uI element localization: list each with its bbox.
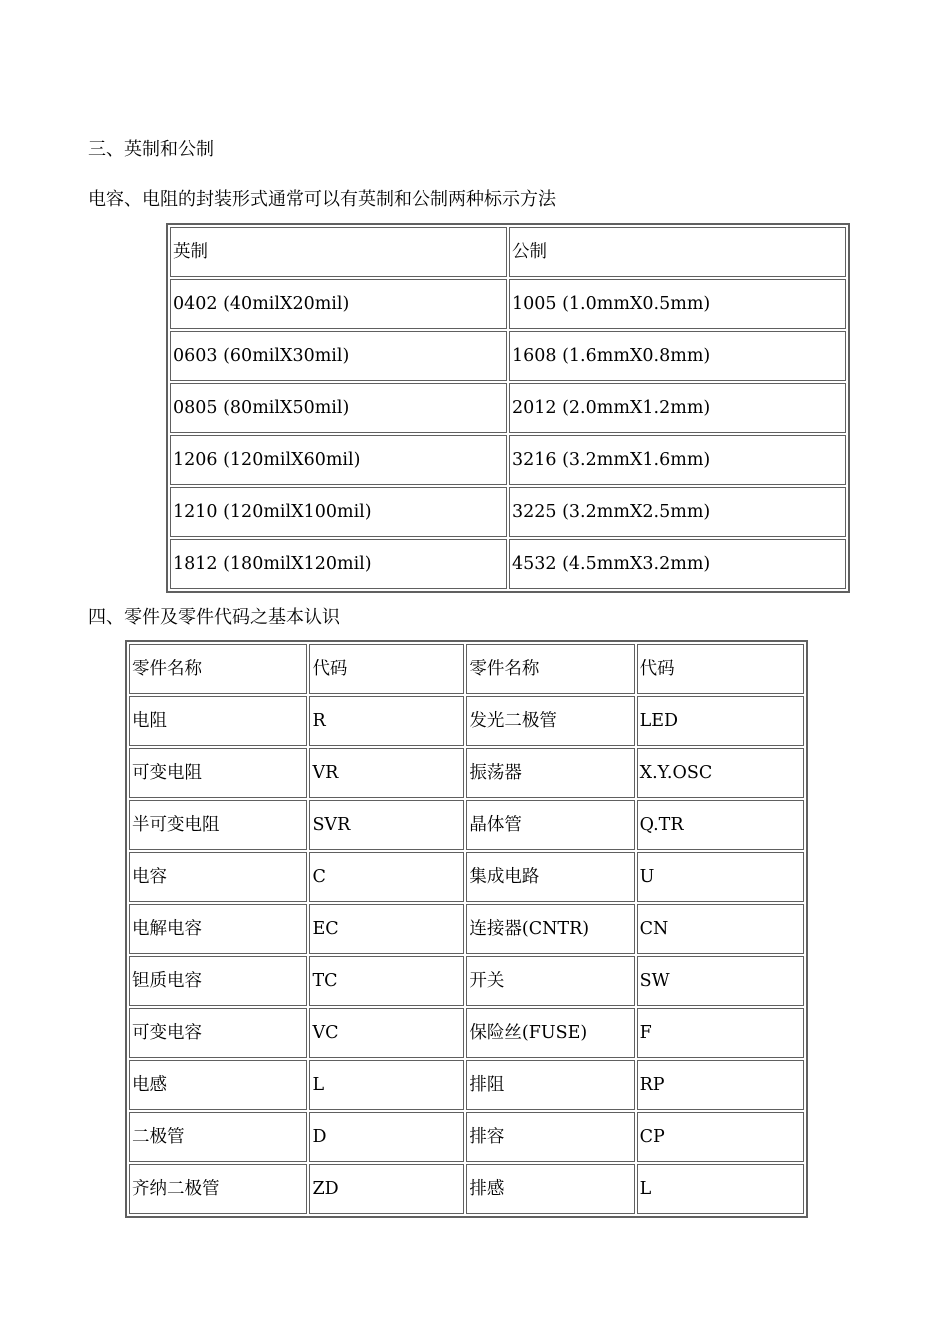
part-name-cell: 电感 (129, 1060, 307, 1110)
part-name-cell: 半可变电阻 (129, 800, 307, 850)
table-row (170, 487, 846, 537)
code-cell: LED (637, 696, 804, 746)
header-code: 代码 (309, 644, 464, 694)
table-row (129, 748, 804, 798)
table-row (129, 696, 804, 746)
table-row (129, 904, 804, 954)
code-cell: X.Y.OSC (637, 748, 804, 798)
code-cell: VC (309, 1008, 464, 1058)
code-cell: EC (309, 904, 464, 954)
part-name-cell: 排感 (466, 1164, 634, 1214)
table-row (129, 800, 804, 850)
table-row (129, 852, 804, 902)
part-name-cell: 钽质电容 (129, 956, 307, 1006)
part-name-cell: 电解电容 (129, 904, 307, 954)
header-imperial: 英制 (170, 227, 507, 277)
table-row (170, 383, 846, 433)
code-cell: L (637, 1164, 804, 1214)
table-row (170, 435, 846, 485)
imperial-cell: 0805 (80milX50mil) (170, 383, 507, 433)
component-code-table (125, 640, 808, 1218)
table-row (129, 1060, 804, 1110)
part-name-cell: 保险丝(FUSE) (466, 1008, 634, 1058)
metric-cell: 3216 (3.2mmX1.6mm) (509, 435, 846, 485)
metric-cell: 1005 (1.0mmX0.5mm) (509, 279, 846, 329)
part-name-cell: 振荡器 (466, 748, 634, 798)
table-row (129, 1008, 804, 1058)
section-3-title: 三、英制和公制 (88, 139, 214, 160)
header-part-name: 零件名称 (466, 644, 634, 694)
part-name-cell: 排容 (466, 1112, 634, 1162)
table-row (129, 1164, 804, 1214)
code-cell: SW (637, 956, 804, 1006)
code-cell: D (309, 1112, 464, 1162)
table-row (129, 1112, 804, 1162)
part-name-cell: 排阻 (466, 1060, 634, 1110)
table-row (170, 539, 846, 589)
header-part-name: 零件名称 (129, 644, 307, 694)
code-cell: U (637, 852, 804, 902)
table-header-row (170, 227, 846, 277)
metric-cell: 4532 (4.5mmX3.2mm) (509, 539, 846, 589)
part-name-cell: 集成电路 (466, 852, 634, 902)
code-cell: SVR (309, 800, 464, 850)
part-name-cell: 电容 (129, 852, 307, 902)
table-row (170, 331, 846, 381)
code-cell: F (637, 1008, 804, 1058)
part-name-cell: 电阻 (129, 696, 307, 746)
code-cell: R (309, 696, 464, 746)
code-cell: RP (637, 1060, 804, 1110)
imperial-cell: 0402 (40milX20mil) (170, 279, 507, 329)
code-cell: C (309, 852, 464, 902)
part-name-cell: 可变电阻 (129, 748, 307, 798)
code-cell: TC (309, 956, 464, 1006)
table-row (129, 956, 804, 1006)
metric-cell: 1608 (1.6mmX0.8mm) (509, 331, 846, 381)
metric-cell: 3225 (3.2mmX2.5mm) (509, 487, 846, 537)
table-row (170, 279, 846, 329)
section-4-title: 四、零件及零件代码之基本认识 (88, 607, 340, 628)
part-name-cell: 连接器(CNTR) (466, 904, 634, 954)
header-metric: 公制 (509, 227, 846, 277)
imperial-cell: 1812 (180milX120mil) (170, 539, 507, 589)
part-name-cell: 晶体管 (466, 800, 634, 850)
code-cell: ZD (309, 1164, 464, 1214)
part-name-cell: 齐纳二极管 (129, 1164, 307, 1214)
header-code: 代码 (637, 644, 804, 694)
table-header-row (129, 644, 804, 694)
imperial-cell: 1206 (120milX60mil) (170, 435, 507, 485)
code-cell: VR (309, 748, 464, 798)
imperial-cell: 0603 (60milX30mil) (170, 331, 507, 381)
part-name-cell: 可变电容 (129, 1008, 307, 1058)
part-name-cell: 二极管 (129, 1112, 307, 1162)
code-cell: CN (637, 904, 804, 954)
code-cell: L (309, 1060, 464, 1110)
imperial-cell: 1210 (120milX100mil) (170, 487, 507, 537)
part-name-cell: 开关 (466, 956, 634, 1006)
metric-cell: 2012 (2.0mmX1.2mm) (509, 383, 846, 433)
code-cell: Q.TR (637, 800, 804, 850)
part-name-cell: 发光二极管 (466, 696, 634, 746)
package-size-table (166, 223, 850, 593)
code-cell: CP (637, 1112, 804, 1162)
section-3-subtitle: 电容、电阻的封装形式通常可以有英制和公制两种标示方法 (88, 189, 556, 210)
